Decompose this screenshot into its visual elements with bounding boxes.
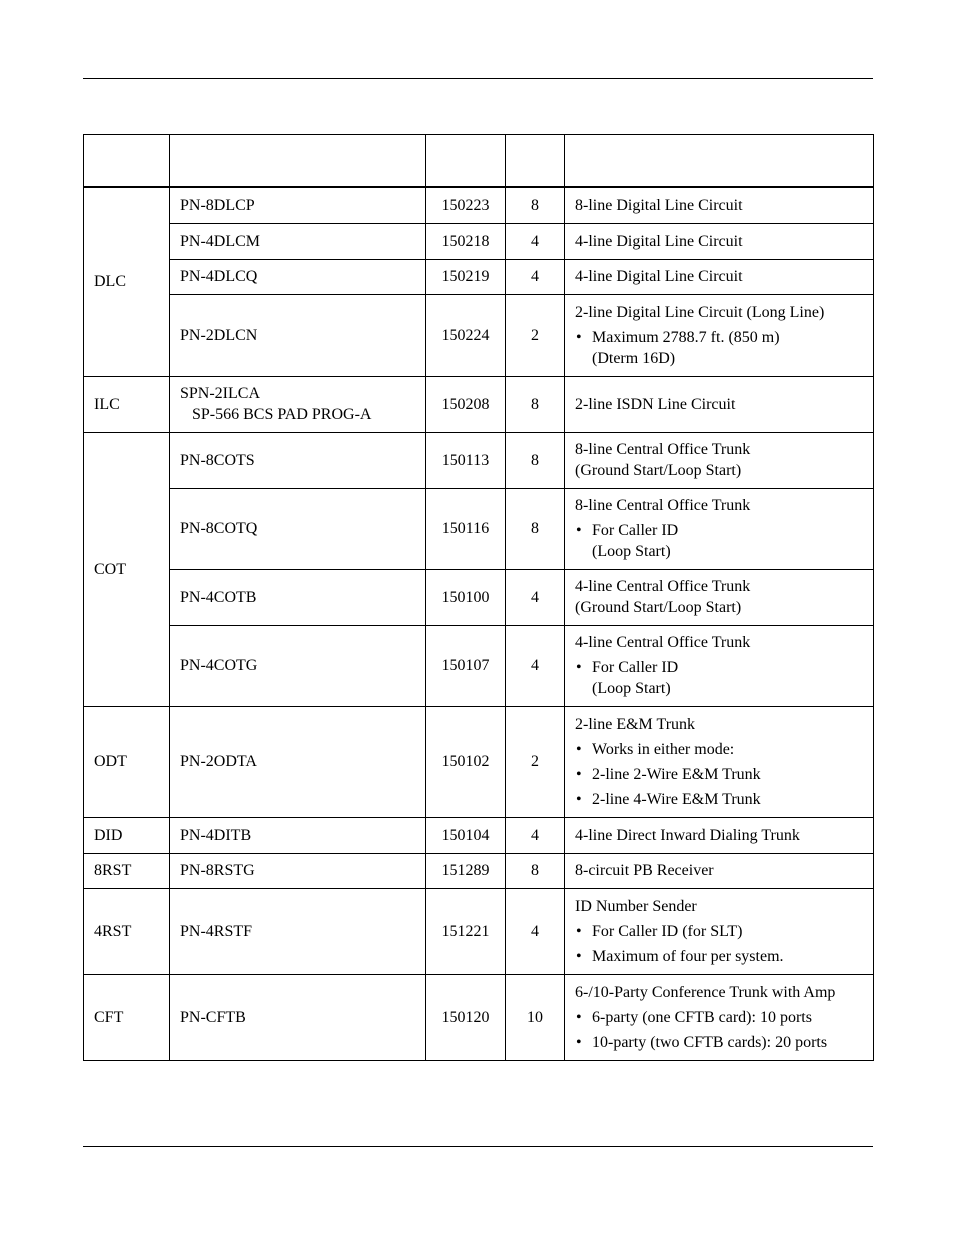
bullet-list [575,739,863,810]
table-row [84,432,874,488]
bullet-item: • 2-line 2-Wire E&M Trunk [575,764,863,785]
bullet-item: • For Caller ID (for SLT) [575,921,863,942]
table-row [84,187,874,223]
type-cell: ILC [84,376,170,432]
name-cell: PN-4DLCM [170,223,426,259]
type-cell: 4RST [84,888,170,974]
name-cell: PN-4RSTF [170,888,426,974]
desc-cell: ID Number Sender • For Caller ID (for SLT) • Maximum of four per system. [565,888,874,974]
header-cell [565,135,874,188]
table-row [84,974,874,1060]
qty-cell: 10 [506,974,565,1060]
type-cell: COT [84,432,170,706]
code-cell: 150120 [426,974,506,1060]
bullet-item: • 2-line 4-Wire E&M Trunk [575,789,863,810]
code-cell: 150102 [426,706,506,817]
code-cell: 150116 [426,488,506,569]
desc-cell: 4-line Central Office Trunk (Ground Start/Loop Start) [565,569,874,625]
qty-cell: 8 [506,187,565,223]
bullet-item: • Maximum 2788.7 ft. (850 m) (Dterm 16D) [575,327,863,369]
name-cell: PN-4DLCQ [170,259,426,294]
code-cell: 150223 [426,187,506,223]
header-cell [506,135,565,188]
name-cell: PN-8COTS [170,432,426,488]
name-cell: SPN-2ILCA SP-566 BCS PAD PROG-A [170,376,426,432]
footer-rule [83,1146,873,1147]
type-cell: 8RST [84,853,170,888]
table-row [84,223,874,259]
name-cell: PN-4COTG [170,625,426,706]
table-header-row [84,135,874,188]
desc-cell: 8-line Central Office Trunk (Ground Start/Loop Start) [565,432,874,488]
code-cell: 150218 [426,223,506,259]
bullet-list [575,520,863,562]
code-cell: 151221 [426,888,506,974]
code-cell: 150107 [426,625,506,706]
table-row [84,817,874,853]
bullet-item: • For Caller ID (Loop Start) [575,520,863,562]
bullet-item: • For Caller ID (Loop Start) [575,657,863,699]
qty-cell: 8 [506,432,565,488]
code-cell: 150208 [426,376,506,432]
qty-cell: 8 [506,488,565,569]
name-cell: PN-4COTB [170,569,426,625]
desc-cell [565,294,874,376]
name-cell: PN-4DITB [170,817,426,853]
type-cell: CFT [84,974,170,1060]
desc-cell: 6-/10-Party Conference Trunk with Amp • 6-party (one CFTB card): 10 ports • 10-party (two CFTB cards): 20 ports [565,974,874,1060]
desc-cell: 4-line Direct Inward Dialing Trunk [565,817,874,853]
bullet-list [575,657,863,699]
type-cell: ODT [84,706,170,817]
code-cell: 150224 [426,294,506,376]
code-cell: 150219 [426,259,506,294]
qty-cell: 4 [506,223,565,259]
circuit-card-table [83,134,874,1061]
bullet-list [575,1007,863,1053]
table-row [84,853,874,888]
qty-cell: 4 [506,888,565,974]
table-row [84,259,874,294]
qty-cell: 2 [506,706,565,817]
qty-cell: 4 [506,625,565,706]
bullet-item: • 6-party (one CFTB card): 10 ports [575,1007,863,1028]
qty-cell: 4 [506,259,565,294]
type-cell: DID [84,817,170,853]
header-cell [84,135,170,188]
table-row [84,706,874,817]
desc-cell: 8-circuit PB Receiver [565,853,874,888]
bullet-item: • Maximum of four per system. [575,946,863,967]
type-cell: DLC [84,187,170,376]
table-row [84,625,874,706]
qty-cell: 8 [506,853,565,888]
table-row [84,488,874,569]
desc-text: 2-line Digital Line Circuit (Long Line) [575,303,825,321]
code-cell: 151289 [426,853,506,888]
desc-cell: 8-line Digital Line Circuit [565,187,874,223]
qty-cell: 4 [506,569,565,625]
name-cell: PN-8RSTG [170,853,426,888]
header-cell [426,135,506,188]
desc-cell: 4-line Digital Line Circuit [565,259,874,294]
bullet-item: • Works in either mode: [575,739,863,760]
table-row [84,376,874,432]
name-cell: PN-CFTB [170,974,426,1060]
qty-cell: 2 [506,294,565,376]
code-cell: 150100 [426,569,506,625]
desc-cell: 2-line E&M Trunk • Works in either mode: • 2-line 2-Wire E&M Trunk • 2-line 4-Wire E&M Trunk [565,706,874,817]
desc-cell: 8-line Central Office Trunk • For Caller ID (Loop Start) [565,488,874,569]
bullet-list [575,921,863,967]
desc-cell: 4-line Central Office Trunk • For Caller ID (Loop Start) [565,625,874,706]
header-rule [83,78,873,79]
name-cell: PN-2ODTA [170,706,426,817]
table-row [84,294,874,376]
code-cell: 150113 [426,432,506,488]
bullet-list [575,327,863,369]
table-row [84,569,874,625]
name-cell: PN-8DLCP [170,187,426,223]
header-cell [170,135,426,188]
table-row [84,888,874,974]
bullet-item: • 10-party (two CFTB cards): 20 ports [575,1032,863,1053]
desc-cell: 2-line ISDN Line Circuit [565,376,874,432]
qty-cell: 4 [506,817,565,853]
desc-cell: 4-line Digital Line Circuit [565,223,874,259]
code-cell: 150104 [426,817,506,853]
name-cell: PN-8COTQ [170,488,426,569]
qty-cell: 8 [506,376,565,432]
name-cell: PN-2DLCN [170,294,426,376]
